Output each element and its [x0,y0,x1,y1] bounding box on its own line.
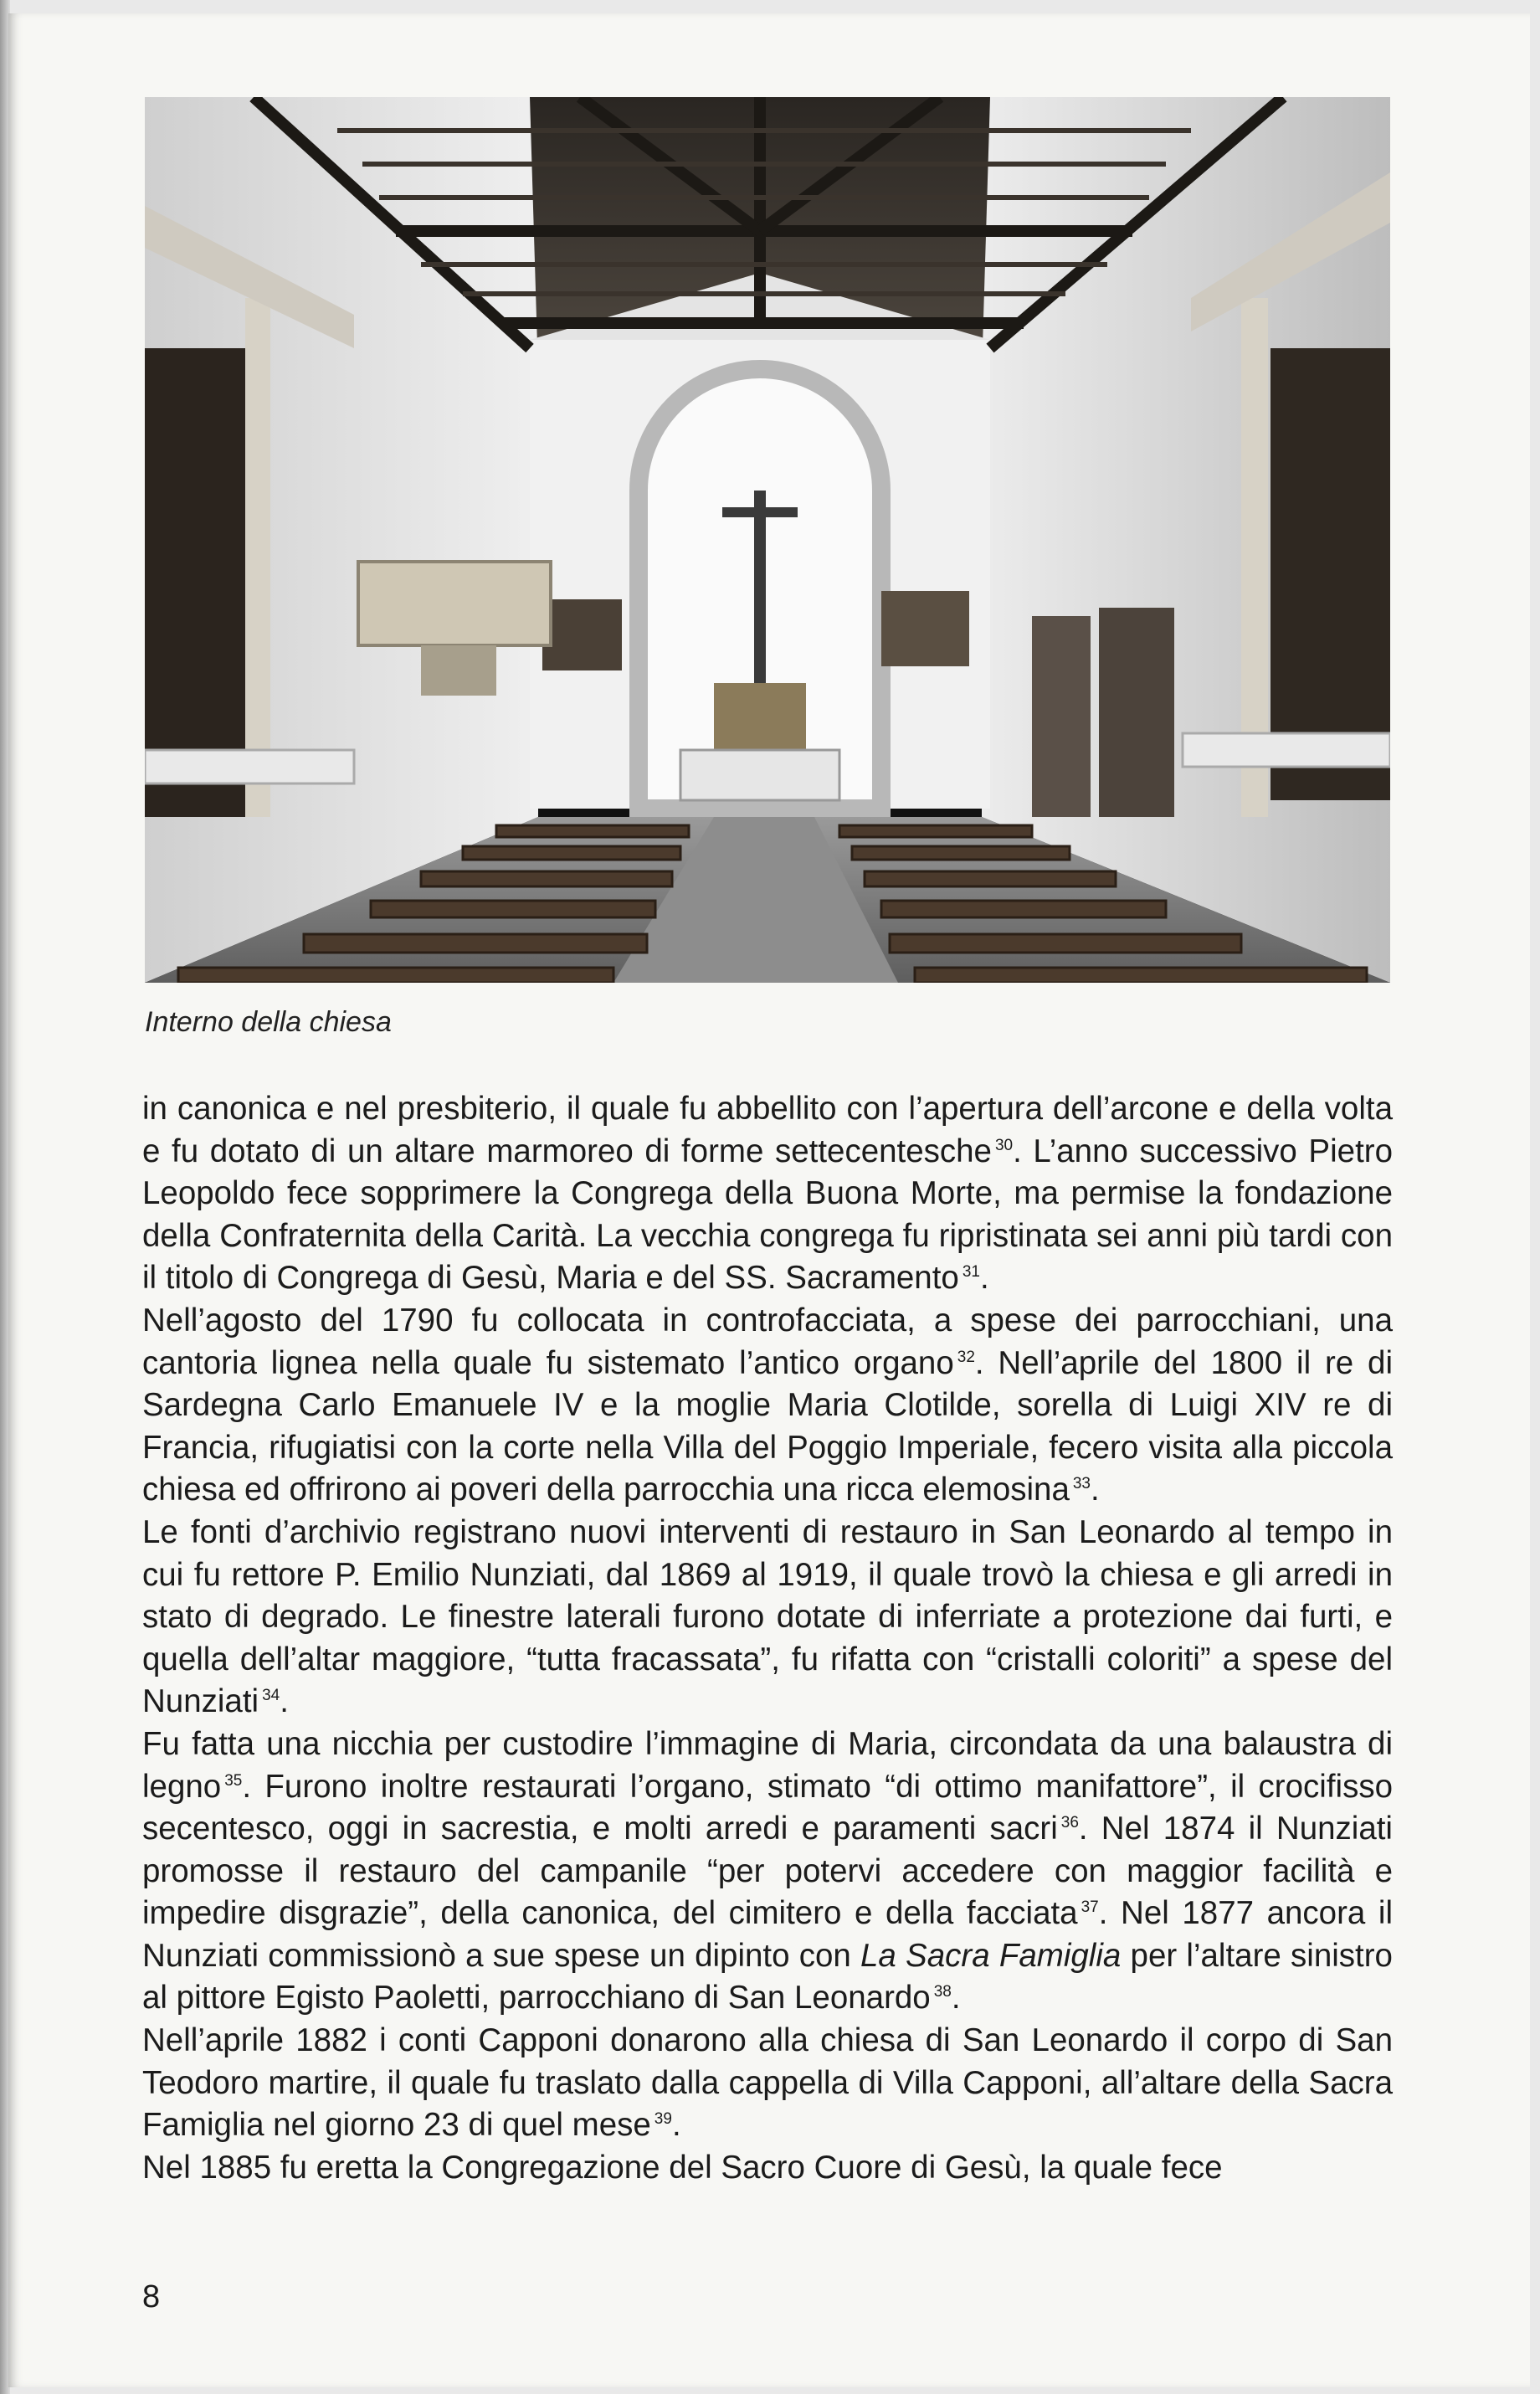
figure-caption: Interno della chiesa [145,1006,392,1038]
footnote-ref: 30 [994,1136,1014,1154]
text-run: in canonica e nel presbiterio, il quale fu abbellito con l’apertura dell’arcone e della volta e fu dotato di un altare marmoreo di forme settecentesche [142,1091,1393,1169]
text-run: . [979,1260,989,1297]
church-interior-illustration [145,97,1390,983]
page-number: 8 [142,2279,161,2314]
text-run: . [280,1683,289,1720]
footnote-ref: 38 [933,1983,952,2001]
footnote-ref: 35 [224,1771,243,1790]
church-interior-photo [145,97,1390,983]
footnote-ref: 36 [1060,1814,1079,1832]
text-run: Le fonti d’archivio registrano nuovi interventi di restauro in San Leonardo al tempo in cui fu rettore P. Emilio Nunziati, dal 1869 al 1919, il quale trovò la chiesa e gli arredi in stato di degrado. Le finestre laterali furono dotate di inferriate a protezione dai furti, e quella dell’altar maggiore, “tutta fracassata”, fu rifatta con “cristalli coloriti” a spese del Nunziati [142,1513,1393,1720]
footnote-ref: 39 [654,2110,672,2129]
footnote-ref: 33 [1072,1475,1091,1493]
footnote-ref: 37 [1081,1898,1099,1917]
text-run: Nell’agosto del 1790 fu collocata in controfacciata, a spese dei parrocchiani, una cantoria lignea nella quale fu sistemato l’antico organo [142,1302,1393,1381]
text-run: Nell’aprile 1882 i conti Capponi donarono alla chiesa di San Leonardo il corpo di San Teodoro martire, il quale fu traslato dalla cappella di Villa Capponi, all’altare della Sacra Famiglia nel giorno 23 di quel mese [142,2022,1393,2144]
paragraph [142,1300,1393,1512]
text-run: Fu fatta una nicchia per custodire l’immagine di Maria, circondata da una balaustra di legno [142,1725,1393,1805]
footnote-ref: 32 [957,1348,975,1366]
text-run: . [951,1980,961,2016]
text-run: . L’anno successivo Pietro Leopoldo fece sopprimere la Congrega della Buona Morte, ma permise la fondazione della Confraternita della Carità. La vecchia congrega fu ripristinata sei anni più tardi con il titolo di Congrega di Gesù, Maria e del SS. Sacramento [142,1133,1393,1297]
footnote-ref: 31 [962,1263,980,1282]
text-run: . [1091,1472,1100,1508]
paragraph [142,2020,1393,2147]
text-run: . [671,2107,681,2144]
body-text [142,1088,1393,2189]
text-run: . Nel 1877 ancora il Nunziati commissionò a sue spese un dipinto con [142,1895,1394,1974]
footnote-ref: 34 [262,1687,280,1705]
paragraph [142,1088,1393,1300]
italic-title: La Sacra Famiglia [860,1937,1122,1974]
text-run: Nel 1885 fu eretta la Congregazione del Sacro Cuore di Gesù, la quale fece [142,2149,1223,2186]
paragraph [142,1724,1393,2020]
text-run: per l’altare sinistro al pittore Egisto Paoletti, parrocchiano di San Leonardo [142,1937,1393,2016]
text-run: . Furono inoltre restaurati l’organo, stimato “di ottimo manifattore”, il crocifisso secentesco, oggi in sacrestia, e molti arredi e paramenti sacri [142,1768,1393,1847]
paragraph [142,2147,1393,2190]
paragraph [142,1512,1393,1724]
text-run: . Nell’aprile del 1800 il re di Sardegna Carlo Emanuele IV e la moglie Maria Clotilde, sorella di Luigi XIV re di Francia, rifugiatisi con la corte nella Villa del Poggio Imperiale, fecero visita alla piccola chiesa ed offrirono ai poveri della parrocchia una ricca elemosina [142,1344,1394,1508]
text-run: . Nel 1874 il Nunziati promosse il restauro del campanile “per potervi accedere con maggior facilità e impedire disgrazie”, della canonica, del cimitero e della facciata [142,1811,1393,1932]
